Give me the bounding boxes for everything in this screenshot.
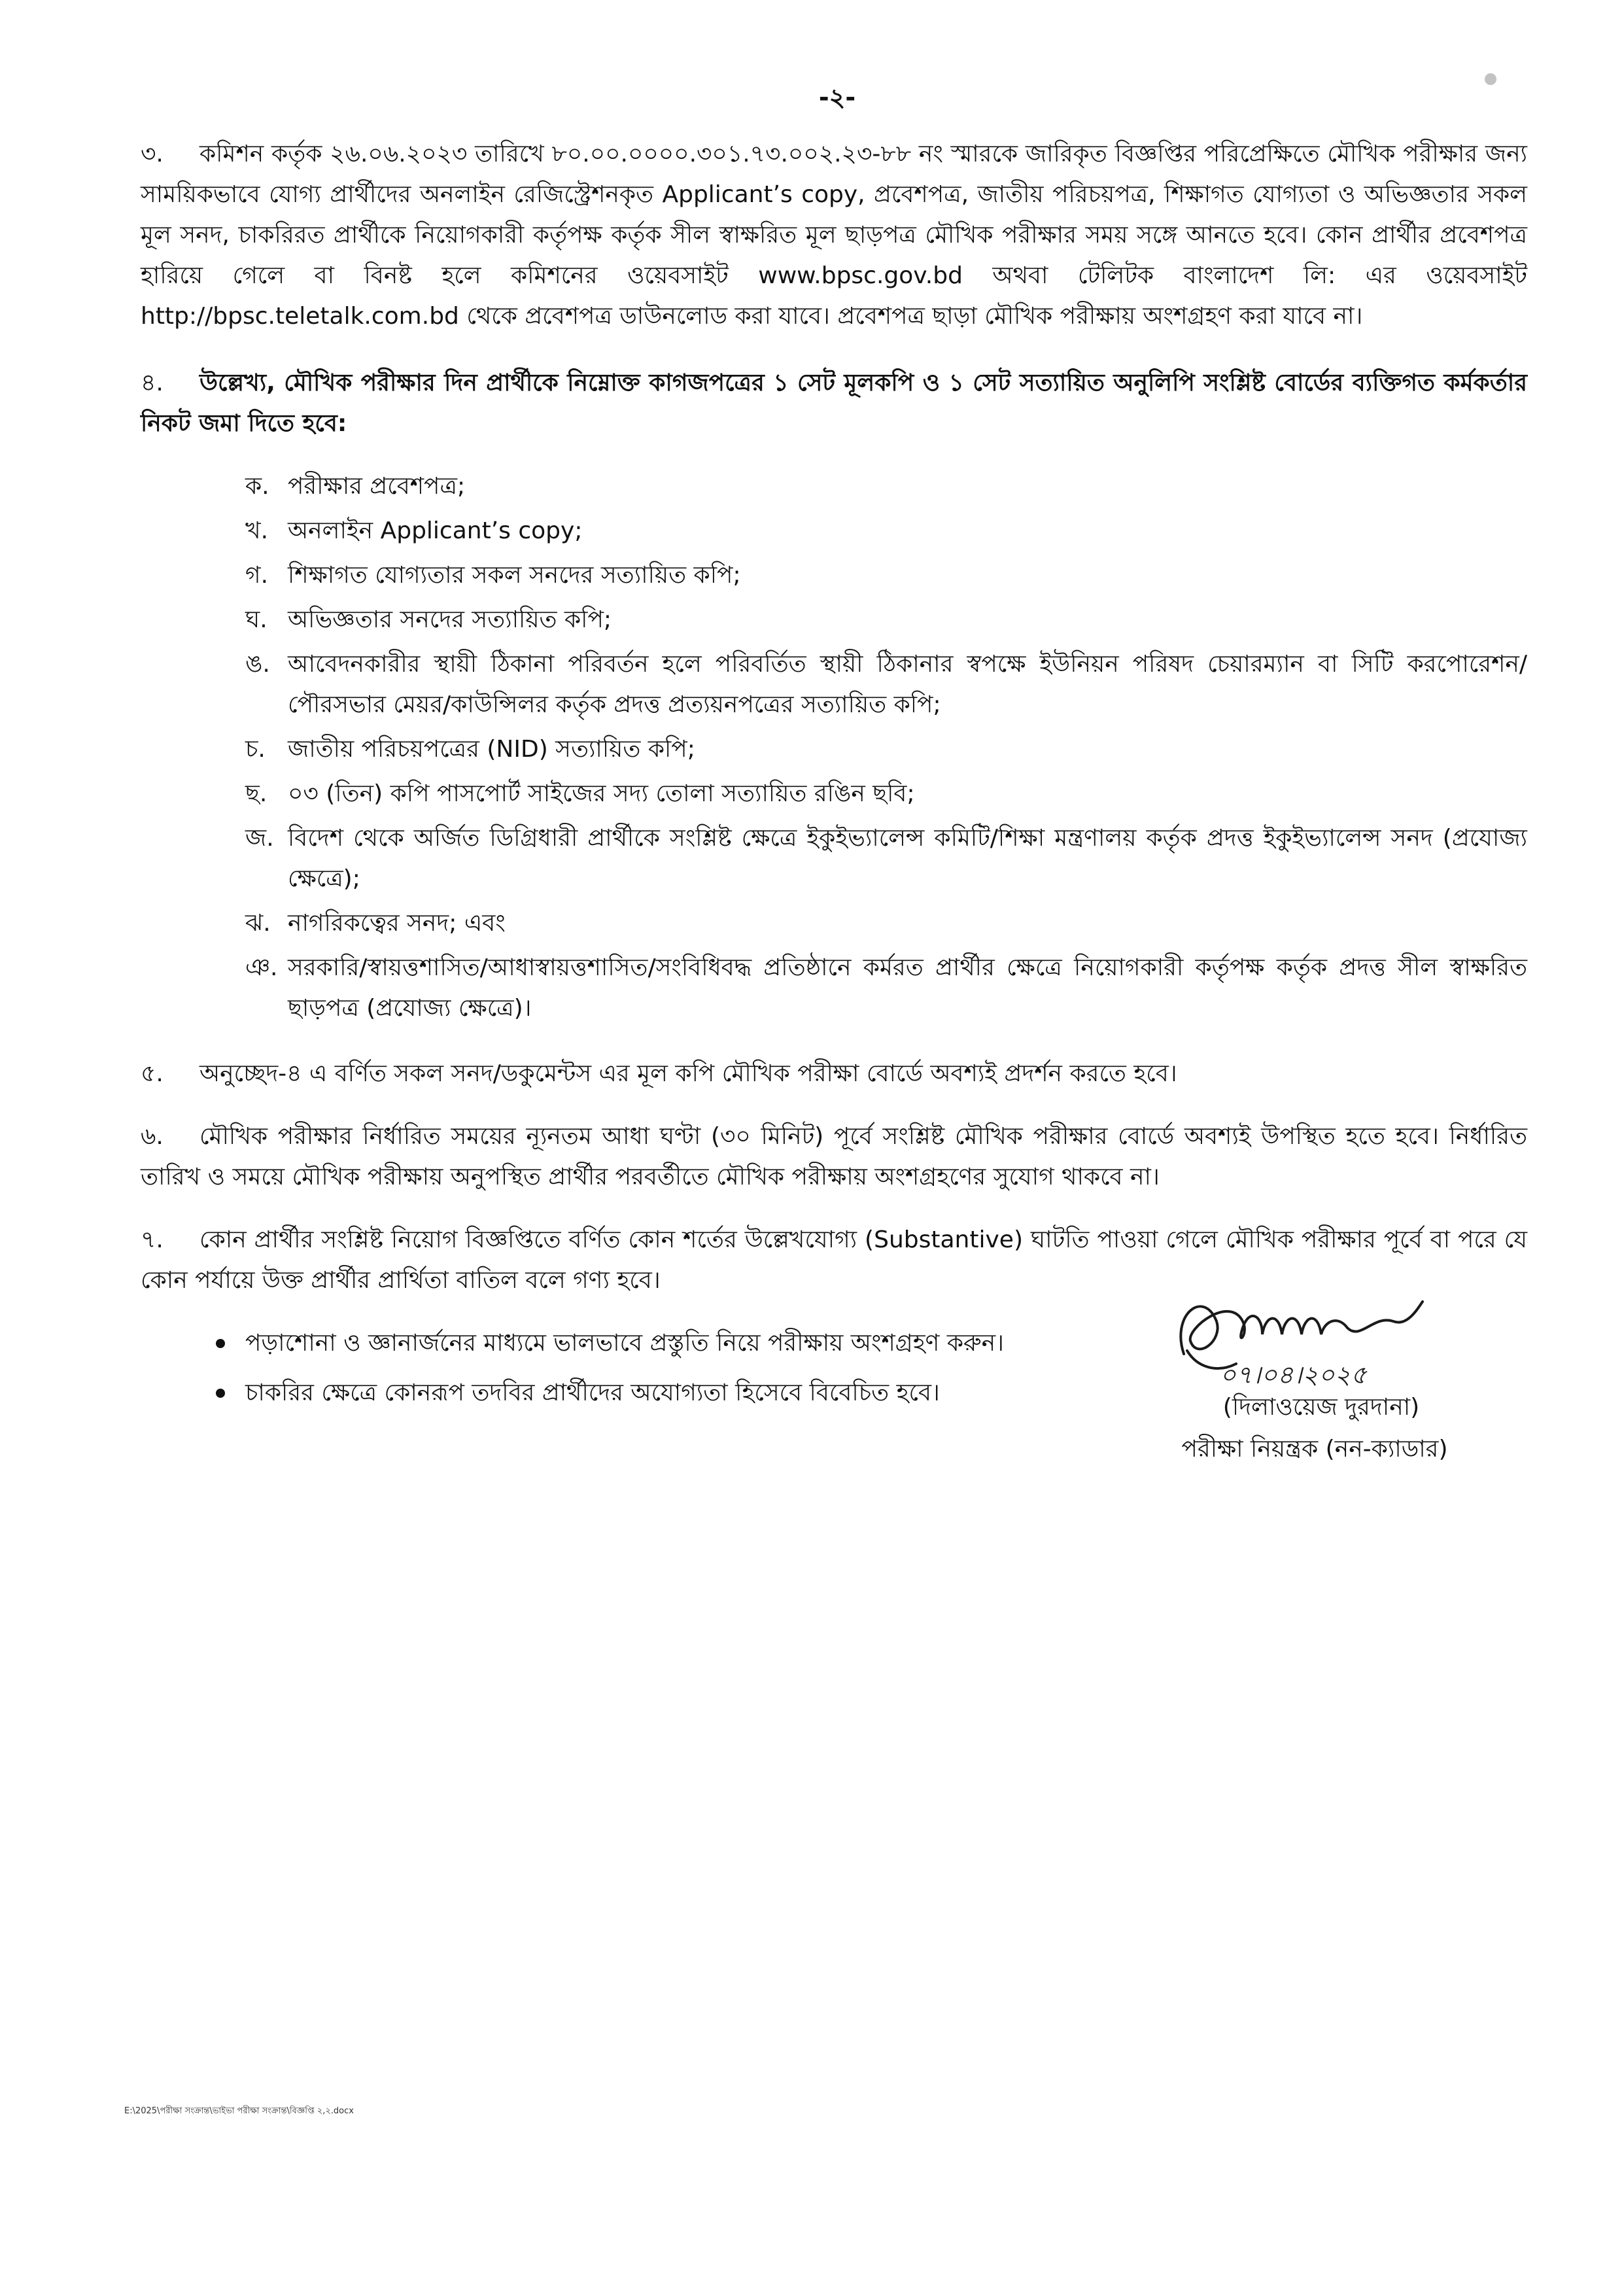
list-item-text: জাতীয় পরিচয়পত্রের (NID) সত্যায়িত কপি; xyxy=(288,736,695,763)
handwritten-signature xyxy=(1158,1275,1432,1393)
paragraph-text: অনুচ্ছেদ-৪ এ বর্ণিত সকল সনদ/ডকুমেন্টস এর মূল কপি মৌখিক পরীক্ষা বোর্ডে অবশ্যই প্রদর্শন করতে হবে। xyxy=(199,1060,1177,1087)
list-item-text: আবেদনকারীর স্থায়ী ঠিকানা পরিবর্তন হলে পরিবর্তিত স্থায়ী ঠিকানার স্বপক্ষে ইউনিয়ন পরিষদ চেয়ারম্যান বা সিটি করপোরেশন/পৌরসভার মেয়র/কাউন্সিলর কর্তৃক প্রদত্ত প্রত্যয়নপত্রের সত্যায়িত কপি; xyxy=(288,651,1527,718)
paragraph-text: কমিশন কর্তৃক ২৬.০৬.২০২৩ তারিখে ৮০.০০.০০০০.৩০১.৭৩.০০২.২৩-৮৮ নং স্মারকে জারিকৃত বিজ্ঞপ্তির পরিপ্রেক্ষিতে মৌখিক পরীক্ষার জন্য সাময়িকভাবে যোগ্য প্রার্থীদের অনলাইন রেজিস্ট্রেশনকৃত Applicant’s copy, প্রবেশপত্র, জাতীয় পরিচয়পত্র, শিক্ষাগত যোগ্যতা ও অভিজ্ঞতার সকল মূল সনদ, চাকরিরত প্রার্থীকে নিয়োগকারী কর্তৃপক্ষ কর্তৃক সীল স্বাক্ষরিত মূল ছাড়পত্র মৌখিক পরীক্ষার সময় সঙ্গে আনতে হবে। কোন প্রার্থীর প্রবেশপত্র হারিয়ে গেলে বা বিনষ্ট হলে কমিশনের ওয়েবসাইট www.bpsc.gov.bd অথবা টেলিটক বাংলাদেশ লি: এর ওয়েবসাইট http://bpsc.teletalk.com.bd থেকে প্রবেশপত্র ডাউনলোড করা যাবে। প্রবেশপত্র ছাড়া মৌখিক পরীক্ষায় অংশগ্রহণ করা যাবে না। xyxy=(141,141,1527,330)
bullet-icon xyxy=(216,1389,225,1398)
signer-title: পরীক্ষা নিয়ন্ত্রক (নন-ক্যাডার) xyxy=(1181,1436,1448,1463)
bullet-icon xyxy=(216,1339,225,1348)
list-item-letter: গ. xyxy=(245,562,269,589)
list-item-text: শিক্ষাগত যোগ্যতার সকল সনদের সত্যায়িত কপি; xyxy=(288,562,741,589)
list-item-text: ০৩ (তিন) কপি পাসপোর্ট সাইজের সদ্য তোলা সত্যায়িত রঙিন ছবি; xyxy=(288,780,915,807)
list-item xyxy=(141,466,1527,507)
list-item xyxy=(141,644,1527,725)
list-item xyxy=(141,729,1527,770)
footer-file-path: E:\2025\পরীক্ষা সংক্রান্ত\ভাইভা পরীক্ষা সংক্রান্ত\বিজ্ঞপ্তি ২,২.docx xyxy=(124,2106,354,2116)
paragraph-number: ৭. xyxy=(141,1226,164,1253)
list-item xyxy=(141,600,1527,640)
paragraph-text: কোন প্রার্থীর সংশ্লিষ্ট নিয়োগ বিজ্ঞপ্তিতে বর্ণিত কোন শর্তের উল্লেখযোগ্য (Substantive) ঘাটতি পাওয়া গেলে মৌখিক পরীক্ষার পূর্বে বা পরে যে কোন পর্যায়ে উক্ত প্রার্থীর প্রার্থিতা বাতিল বলে গণ্য হবে। xyxy=(141,1226,1527,1294)
list-item-text: সরকারি/স্বায়ত্তশাসিত/আধাস্বায়ত্তশাসিত/সংবিধিবদ্ধ প্রতিষ্ঠানে কর্মরত প্রার্থীর ক্ষেত্রে নিয়োগকারী কর্তৃপক্ষ কর্তৃক প্রদত্ত সীল স্বাক্ষরিত ছাড়পত্র (প্রযোজ্য ক্ষেত্রে)। xyxy=(288,954,1527,1022)
required-documents-list xyxy=(141,466,1527,1029)
signature-block xyxy=(1138,1275,1504,1468)
list-item xyxy=(141,903,1527,944)
paragraph-number: ৪. xyxy=(141,370,164,396)
paragraph-4 xyxy=(141,363,1527,444)
list-item-text: অনলাইন Applicant’s copy; xyxy=(288,517,583,544)
list-item-text: বিদেশ থেকে অর্জিত ডিগ্রিধারী প্রার্থীকে সংশ্লিষ্ট ক্ষেত্রে ইকুইভ্যালেন্স কমিটি/শিক্ষা মন্ত্রণালয় কর্তৃক প্রদত্ত ইকুইভ্যালেন্স সনদ (প্রযোজ্য ক্ষেত্রে); xyxy=(288,825,1527,892)
list-item xyxy=(141,818,1527,899)
list-item-text: অভিজ্ঞতার সনদের সত্যায়িত কপি; xyxy=(288,606,612,633)
signature-date: ০৭।০৪।২০২৫ xyxy=(1220,1361,1367,1389)
signer-name: (দিলাওয়েজ দুরদানা) xyxy=(1222,1394,1420,1421)
list-item-letter: ঘ. xyxy=(245,606,268,633)
paragraph-text: উল্লেখ্য, মৌখিক পরীক্ষার দিন প্রার্থীকে নিম্নোক্ত কাগজপত্রের ১ সেট মূলকপি ও ১ সেট সত্যায়িত অনুলিপি সংশ্লিষ্ট বোর্ডের ব্যক্তিগত কর্মকর্তার নিকট জমা দিতে হবে: xyxy=(141,370,1527,437)
list-item-letter: খ. xyxy=(245,517,269,544)
paragraph-number: ৬. xyxy=(141,1123,164,1150)
list-item xyxy=(141,948,1527,1029)
list-item xyxy=(141,774,1527,814)
list-item-letter: ঙ. xyxy=(245,651,270,678)
list-item-letter: ছ. xyxy=(245,780,268,807)
page-number: -২- xyxy=(818,83,856,112)
bullet-text: চাকরির ক্ষেত্রে কোনরূপ তদবির প্রার্থীদের অযোগ্যতা হিসেবে বিবেচিত হবে। xyxy=(245,1379,940,1406)
list-item-text: পরীক্ষার প্রবেশপত্র; xyxy=(288,473,466,500)
list-item-letter: ঞ. xyxy=(245,954,278,981)
paragraph-5 xyxy=(141,1054,1527,1094)
paragraph-text: মৌখিক পরীক্ষার নির্ধারিত সময়ের ন্যূনতম আধা ঘণ্টা (৩০ মিনিট) পূর্বে সংশ্লিষ্ট মৌখিক পরীক্ষার বোর্ডে অবশ্যই উপস্থিত হতে হবে। নির্ধারিত তারিখ ও সময়ে মৌখিক পরীক্ষায় অনুপস্থিত প্রার্থীর পরবর্তীতে মৌখিক পরীক্ষায় অংশগ্রহণের সুযোগ থাকবে না। xyxy=(141,1123,1527,1190)
scan-mark xyxy=(1485,73,1496,85)
list-item-letter: ঝ. xyxy=(245,910,271,937)
list-item xyxy=(141,511,1527,551)
paragraph-number: ৫. xyxy=(141,1060,164,1087)
list-item-letter: ক. xyxy=(245,473,269,500)
list-item-letter: জ. xyxy=(245,825,274,852)
list-item xyxy=(141,555,1527,596)
list-item-letter: চ. xyxy=(245,736,266,763)
paragraph-3 xyxy=(141,134,1527,337)
paragraph-number: ৩. xyxy=(141,141,164,167)
bullet-text: পড়াশোনা ও জ্ঞানার্জনের মাধ্যমে ভালভাবে প্রস্তুতি নিয়ে পরীক্ষায় অংশগ্রহণ করুন। xyxy=(245,1330,1005,1357)
list-item-text: নাগরিকত্বের সনদ; এবং xyxy=(288,910,506,937)
document-body xyxy=(141,134,1527,1423)
paragraph-6 xyxy=(141,1117,1527,1198)
